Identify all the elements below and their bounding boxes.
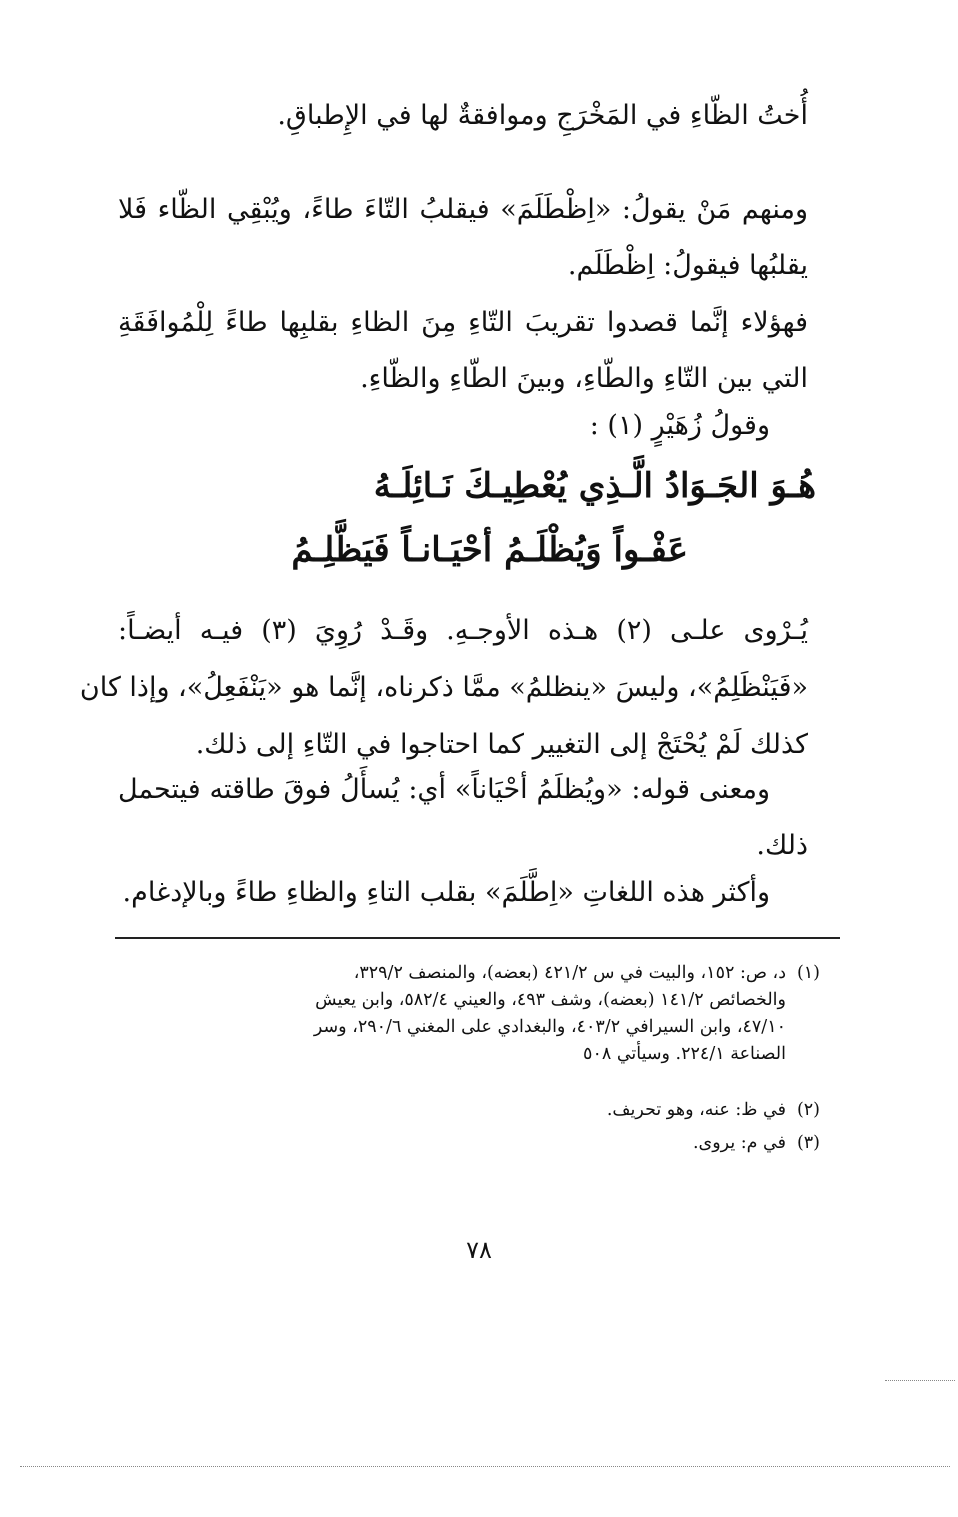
- footnote-line: في ظ: عنه، وهو تحريف.: [606, 1100, 786, 1120]
- paragraph-line: ومنهم مَنْ يقولُ: «اِظْطَلَمَ» فيقلبُ التّاءَ طاءً، ويُبْقِي الظّاء فَلا: [118, 194, 808, 225]
- footnote-line: والخصائص ١٤١/٢ (بعضه)، وشف ٤٩٣، والعيني ٥٨٢/٤، وابن يعيش: [315, 990, 786, 1010]
- paragraph-line: فهؤلاء إنَّما قصدوا تقريبَ التّاءِ مِنَ الظاءِ بقلبِها طاءً لِلْمُوافَقَةِ: [118, 307, 808, 338]
- paragraph-1: [118, 100, 808, 131]
- verse-line-2: عَفْـواً وَيُظْلَـمُ أحْيَـانـاً فَيَظَّلِـمُ: [291, 530, 688, 570]
- paragraph-5: [79, 602, 808, 773]
- paragraph-line: يُـرْوى علـى (٢) هـذه الأوجـهِ. وقَـدْ رُوِيَ (٣) فيـه أيضـاً:: [118, 615, 808, 646]
- verse-intro: [118, 410, 808, 441]
- footnote-2: [140, 1097, 820, 1124]
- paragraph-line: يقلبُها فيقولُ: اِظْطَلَم.: [567, 250, 808, 281]
- paragraph-2: [118, 182, 808, 294]
- footnote-line: الصناعة ٢٢٤/١. وسيأتي ٥٠٨: [583, 1044, 786, 1064]
- paragraph-3: [118, 295, 808, 407]
- footnote-separator: [115, 937, 840, 939]
- paragraph-line: ومعنى قوله: «ويُظلَمُ أحْيَاناً» أي: يُسأَلُ فوقَ طاقته فيتحمل: [118, 774, 770, 805]
- footnote-number: (١): [796, 963, 820, 983]
- paragraph-line: وقولُ زُهَيْرٍ (١) :: [589, 410, 770, 441]
- footnote-line: في م: يروى.: [692, 1133, 786, 1153]
- paragraph-line: التي بين التّاءِ والطّاءِ، وبينَ الطّاءِ والظّاءِ.: [360, 363, 808, 394]
- paragraph-line: وأكثر هذه اللغاتِ «اِطَّلَمَ» بقلب التاءِ والظاءِ طاءً وبالإدغام.: [122, 877, 770, 908]
- scan-edge-mark: [885, 1380, 955, 1381]
- paragraph-line: ذلك.: [756, 830, 808, 861]
- footnote-line: ٤٧/١٠، وابن السيرافي ٤٠٣/٢، والبغدادي على المغني ٢٩٠/٦، وسر: [313, 1017, 786, 1037]
- paragraph-line: كذلك لَمْ يُحْتَجْ إلى التغيير كما احتاجوا في التّاءِ إلى ذلك.: [195, 729, 808, 760]
- footnote-3: [140, 1130, 820, 1157]
- verse-line-1: هُـوَ الجَـوَادُ الَّـذِي يُعْطِيـكَ نَـائِلَـهُ: [373, 466, 816, 506]
- scan-edge-mark: [20, 1466, 950, 1467]
- paragraph-6: [118, 762, 808, 874]
- footnote-1: [140, 960, 820, 1068]
- paragraph-line: «فَيَنْظَلِمُ»، وليسَ «ينظلمُ» ممَّا ذكرناه، إنَّما هو «يَنْفَعِلُ»، وإذا كان: [79, 672, 808, 703]
- page-number: ٧٨: [466, 1236, 492, 1264]
- paragraph-line: أُختُ الظّاءِ في المَخْرَجِ وموافقةٌ لها في الإِطباقِ.: [277, 100, 808, 131]
- paragraph-7: [118, 877, 808, 908]
- footnote-number: (٣): [796, 1133, 820, 1153]
- footnote-line: د، ص: ١٥٢، والبيت في س ٤٢١/٢ (بعضه)، والمنصف ٣٢٩/٢،: [353, 963, 786, 983]
- footnote-number: (٢): [796, 1100, 820, 1120]
